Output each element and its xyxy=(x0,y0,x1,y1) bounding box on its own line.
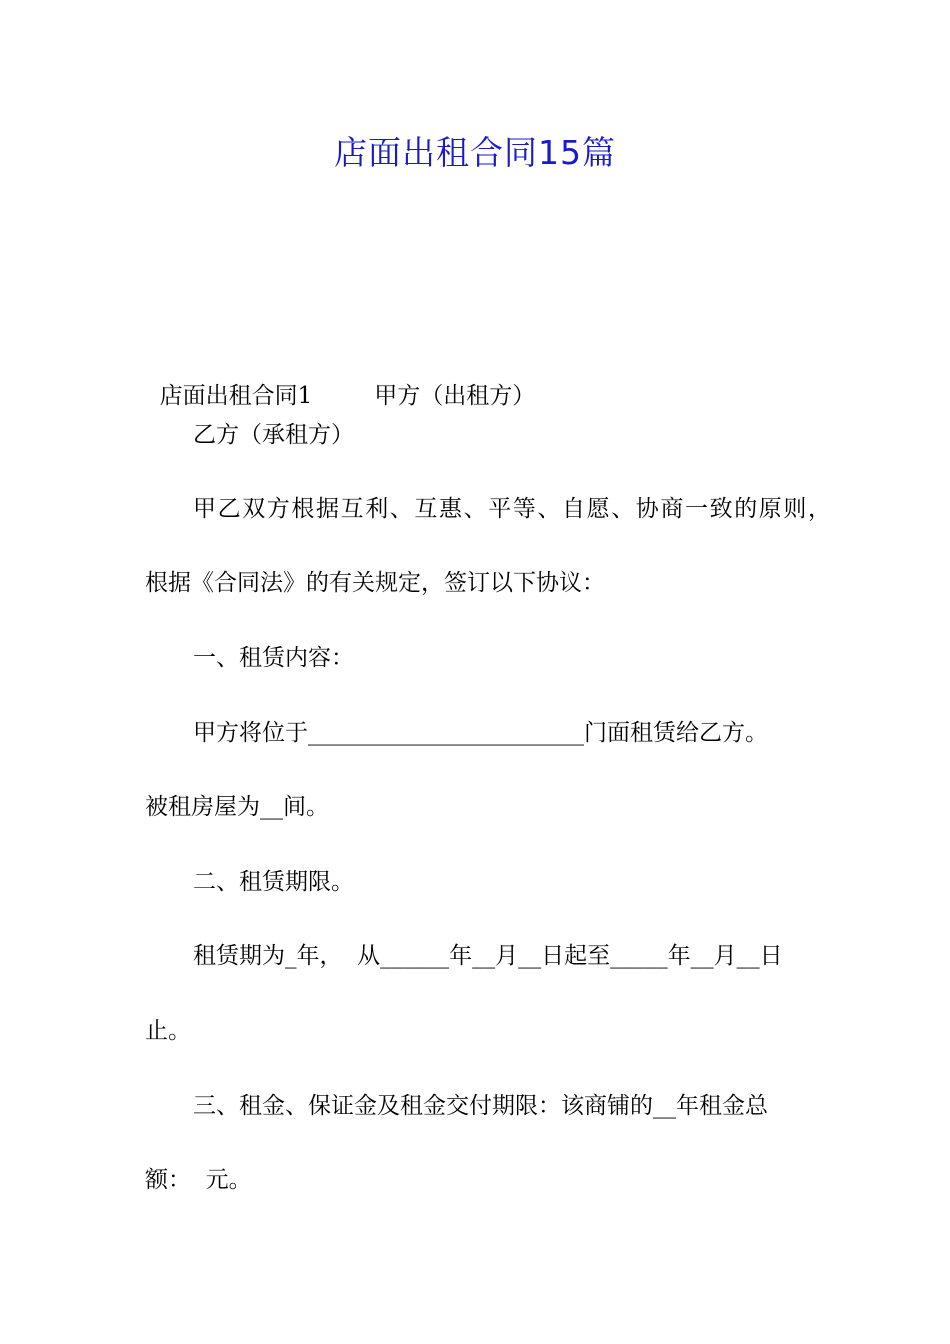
section-heading-2: 二、租赁期限。 xyxy=(193,869,354,895)
party-b-label: 乙方（承租方） xyxy=(193,422,354,448)
contract-heading-line xyxy=(145,342,535,414)
paragraph-rent-amount: 额： 元。 xyxy=(145,1167,252,1193)
paragraph-principle-cont: 根据《合同法》的有关规定，签订以下协议： xyxy=(145,570,605,596)
contract-number-label: 店面出租合同1 xyxy=(159,383,313,409)
section-heading-1: 一、租赁内容： xyxy=(193,645,354,671)
paragraph-term: 租赁期为_年， 从______年__月__日起至_____年__月__日 xyxy=(193,943,783,969)
paragraph-location: 甲方将位于________________________门面租赁给乙方。 xyxy=(193,720,768,746)
paragraph-term-cont: 止。 xyxy=(145,1018,191,1044)
section-heading-3: 三、租金、保证金及租金交付期限：该商铺的__年租金总 xyxy=(193,1093,768,1119)
party-a-label: 甲方（出租方） xyxy=(374,383,536,409)
paragraph-rooms: 被租房屋为__间。 xyxy=(145,794,329,820)
document-title: 店面出租合同15篇 xyxy=(334,133,616,172)
paragraph-principle: 甲乙双方根据互利、互惠、平等、自愿、协商一致的原则， xyxy=(193,496,833,522)
